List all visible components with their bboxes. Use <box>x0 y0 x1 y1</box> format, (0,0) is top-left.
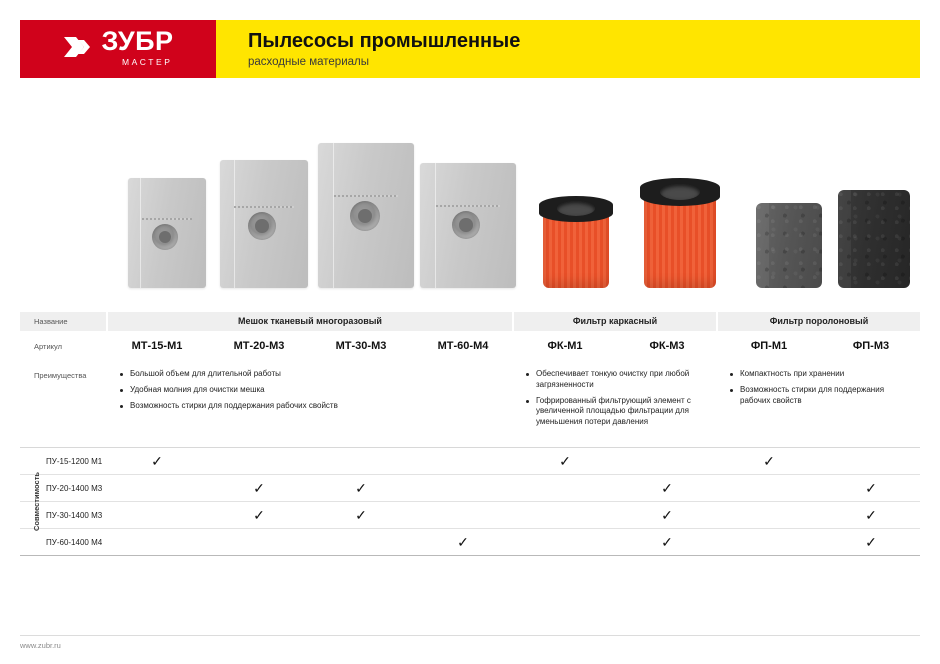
spec-table <box>20 312 920 556</box>
page-title: Пылесосы промышленные <box>248 30 521 52</box>
article-mt-20-m3: МТ-20-М3 <box>233 340 285 352</box>
compat-cell <box>208 481 310 495</box>
product-image-foam-1 <box>756 203 822 288</box>
product-image-bag-3 <box>318 143 414 288</box>
advantage-item: Обеспечивает тонкую очистку при любой загрязненности <box>526 369 702 391</box>
advantage-item: Возможность стирки для поддержания рабочих свойств <box>120 401 498 412</box>
advantage-item: Возможность стирки для поддержания рабочих свойств <box>730 385 906 407</box>
compat-cell <box>616 481 718 495</box>
table-row <box>20 475 920 502</box>
article-mt-15-m1: МТ-15-М1 <box>131 340 183 352</box>
compat-cell <box>514 454 616 468</box>
table-row <box>20 448 920 475</box>
compatibility-block <box>20 448 920 556</box>
brand-sub: МАСТЕР <box>121 56 173 67</box>
model-name: ПУ-30-1400 М3 <box>46 510 103 520</box>
article-fp-m3: ФП-М3 <box>852 340 890 352</box>
product-image-cartridge-2 <box>644 178 716 288</box>
table-advantages-row <box>20 361 920 448</box>
table-group-header-row <box>20 312 920 331</box>
advantage-item: Компактность при хранении <box>730 369 906 380</box>
article-mt-30-m3: МТ-30-М3 <box>335 340 387 352</box>
page-header <box>20 20 920 78</box>
compat-cell <box>310 508 412 522</box>
group-header-bags: Мешок тканевый многоразовый <box>106 312 512 331</box>
brand-name: ЗУБР <box>101 25 174 56</box>
table-row <box>20 502 920 529</box>
website-url: www.zubr.ru <box>20 641 61 650</box>
model-name: ПУ-15-1200 М1 <box>46 456 103 466</box>
compat-cell <box>616 535 718 549</box>
product-image-bag-2 <box>220 160 308 288</box>
zubr-arrow-icon <box>62 34 92 60</box>
title-banner <box>216 20 920 78</box>
compat-cell <box>208 508 310 522</box>
table-row <box>20 529 920 555</box>
advantages-bags <box>106 369 512 447</box>
row-label-advantages: Преимущества <box>34 371 87 380</box>
advantage-item: Большой объем для длительной работы <box>120 369 498 380</box>
advantages-cartridge <box>512 369 716 447</box>
compat-cell <box>820 535 922 549</box>
product-image-bag-1 <box>128 178 206 288</box>
row-label-compatibility <box>28 448 44 555</box>
page-footer <box>20 635 920 650</box>
model-name: ПУ-20-1400 М3 <box>46 483 103 493</box>
advantage-item: Гофрированный фильтрующий элемент с увеличенной площадью фильтрации для уменьшения потери давления <box>526 396 702 428</box>
model-name: ПУ-60-1400 М4 <box>46 537 103 547</box>
brand-logo <box>20 20 216 78</box>
article-fp-m1: ФП-М1 <box>750 340 788 352</box>
article-fk-m3: ФК-М3 <box>649 340 685 352</box>
group-header-cartridge: Фильтр каркасный <box>512 312 716 331</box>
compat-cell <box>310 481 412 495</box>
product-image-strip <box>20 120 920 310</box>
article-mt-60-m4: МТ-60-М4 <box>437 340 489 352</box>
compat-cell <box>820 481 922 495</box>
page-subtitle: расходные материалы <box>248 56 369 68</box>
compat-cell <box>616 508 718 522</box>
advantages-foam <box>716 369 920 447</box>
compat-cell <box>412 535 514 549</box>
product-image-bag-4 <box>420 163 516 288</box>
group-header-foam: Фильтр поролоновый <box>716 312 920 331</box>
compatibility-label-text: Совместимость <box>31 472 41 531</box>
advantage-item: Удобная молния для очистки мешка <box>120 385 498 396</box>
row-label-name: Название <box>20 312 106 331</box>
table-article-row <box>20 331 920 361</box>
row-label-article: Артикул <box>34 341 62 351</box>
compat-cell <box>106 454 208 468</box>
compat-cell <box>718 454 820 468</box>
product-image-cartridge-1 <box>543 196 609 288</box>
product-image-foam-2 <box>838 190 910 288</box>
compat-cell <box>820 508 922 522</box>
article-fk-m1: ФК-М1 <box>547 340 583 352</box>
